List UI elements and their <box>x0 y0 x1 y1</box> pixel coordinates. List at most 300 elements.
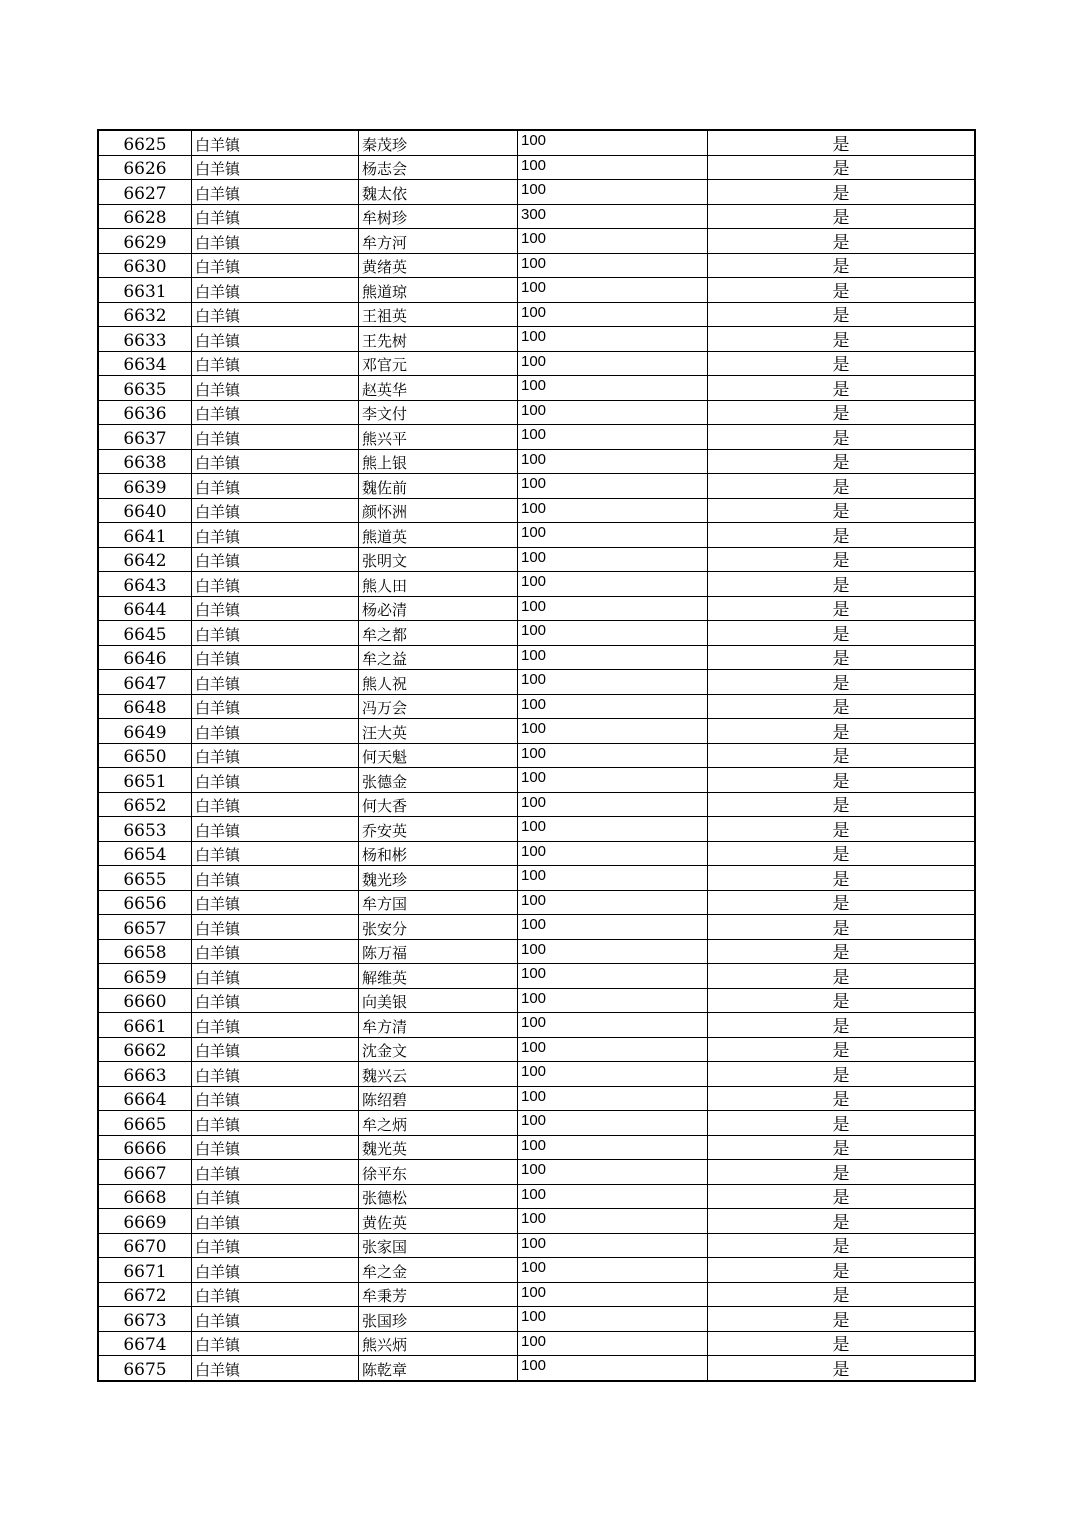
row-number-cell: 6648 <box>98 694 192 719</box>
table-row <box>98 327 975 352</box>
row-number-cell: 6661 <box>98 1013 192 1038</box>
town-cell: 白羊镇 <box>192 155 359 180</box>
amount-cell: 100 <box>518 1258 708 1283</box>
town-cell: 白羊镇 <box>192 302 359 327</box>
table-row <box>98 1062 975 1087</box>
person-name-cell: 魏光珍 <box>359 866 518 891</box>
status-flag-cell: 是 <box>708 130 976 155</box>
person-name-cell: 张安分 <box>359 915 518 940</box>
person-name-cell: 王先树 <box>359 327 518 352</box>
table-row <box>98 1184 975 1209</box>
status-flag-cell: 是 <box>708 474 976 499</box>
amount-cell: 100 <box>518 1062 708 1087</box>
town-cell: 白羊镇 <box>192 1282 359 1307</box>
amount-cell: 100 <box>518 621 708 646</box>
amount-cell: 100 <box>518 155 708 180</box>
row-number-cell: 6674 <box>98 1331 192 1356</box>
row-number-cell: 6665 <box>98 1111 192 1136</box>
status-flag-cell: 是 <box>708 547 976 572</box>
town-cell: 白羊镇 <box>192 1086 359 1111</box>
table-row <box>98 498 975 523</box>
status-flag-cell: 是 <box>708 939 976 964</box>
row-number-cell: 6653 <box>98 817 192 842</box>
amount-cell: 100 <box>518 474 708 499</box>
table-row <box>98 988 975 1013</box>
amount-cell: 100 <box>518 694 708 719</box>
person-name-cell: 魏太依 <box>359 180 518 205</box>
person-name-cell: 冯万会 <box>359 694 518 719</box>
table-row <box>98 1013 975 1038</box>
person-name-cell: 赵英华 <box>359 376 518 401</box>
amount-cell: 100 <box>518 768 708 793</box>
town-cell: 白羊镇 <box>192 1209 359 1234</box>
status-flag-cell: 是 <box>708 253 976 278</box>
row-number-cell: 6644 <box>98 596 192 621</box>
table-row <box>98 449 975 474</box>
town-cell: 白羊镇 <box>192 474 359 499</box>
person-name-cell: 沈金文 <box>359 1037 518 1062</box>
amount-cell: 100 <box>518 498 708 523</box>
table-row <box>98 229 975 254</box>
person-name-cell: 张德松 <box>359 1184 518 1209</box>
amount-cell: 100 <box>518 866 708 891</box>
person-name-cell: 牟秉芳 <box>359 1282 518 1307</box>
town-cell: 白羊镇 <box>192 572 359 597</box>
amount-cell: 100 <box>518 841 708 866</box>
status-flag-cell: 是 <box>708 572 976 597</box>
amount-cell: 100 <box>518 939 708 964</box>
person-name-cell: 杨和彬 <box>359 841 518 866</box>
amount-cell: 100 <box>518 253 708 278</box>
row-number-cell: 6655 <box>98 866 192 891</box>
person-name-cell: 杨志会 <box>359 155 518 180</box>
row-number-cell: 6671 <box>98 1258 192 1283</box>
amount-cell: 100 <box>518 1086 708 1111</box>
status-flag-cell: 是 <box>708 1184 976 1209</box>
person-name-cell: 张明文 <box>359 547 518 572</box>
town-cell: 白羊镇 <box>192 327 359 352</box>
table-row <box>98 1037 975 1062</box>
town-cell: 白羊镇 <box>192 1233 359 1258</box>
table-row <box>98 890 975 915</box>
table-row <box>98 596 975 621</box>
data-table <box>97 129 976 1382</box>
table-row <box>98 866 975 891</box>
status-flag-cell: 是 <box>708 768 976 793</box>
status-flag-cell: 是 <box>708 523 976 548</box>
amount-cell: 100 <box>518 425 708 450</box>
amount-cell: 100 <box>518 988 708 1013</box>
town-cell: 白羊镇 <box>192 425 359 450</box>
person-name-cell: 牟方国 <box>359 890 518 915</box>
status-flag-cell: 是 <box>708 498 976 523</box>
status-flag-cell: 是 <box>708 890 976 915</box>
town-cell: 白羊镇 <box>192 1111 359 1136</box>
status-flag-cell: 是 <box>708 1233 976 1258</box>
person-name-cell: 魏佐前 <box>359 474 518 499</box>
row-number-cell: 6651 <box>98 768 192 793</box>
person-name-cell: 王祖英 <box>359 302 518 327</box>
town-cell: 白羊镇 <box>192 204 359 229</box>
table-row <box>98 1258 975 1283</box>
status-flag-cell: 是 <box>708 180 976 205</box>
status-flag-cell: 是 <box>708 841 976 866</box>
table-row <box>98 1233 975 1258</box>
row-number-cell: 6641 <box>98 523 192 548</box>
amount-cell: 100 <box>518 1037 708 1062</box>
table-row <box>98 743 975 768</box>
amount-cell: 100 <box>518 817 708 842</box>
amount-cell: 100 <box>518 1135 708 1160</box>
person-name-cell: 熊道琼 <box>359 278 518 303</box>
table-row <box>98 253 975 278</box>
table-row <box>98 670 975 695</box>
status-flag-cell: 是 <box>708 229 976 254</box>
row-number-cell: 6634 <box>98 351 192 376</box>
person-name-cell: 张国珍 <box>359 1307 518 1332</box>
amount-cell: 100 <box>518 400 708 425</box>
row-number-cell: 6650 <box>98 743 192 768</box>
amount-cell: 100 <box>518 1331 708 1356</box>
amount-cell: 100 <box>518 278 708 303</box>
person-name-cell: 李文付 <box>359 400 518 425</box>
status-flag-cell: 是 <box>708 302 976 327</box>
row-number-cell: 6631 <box>98 278 192 303</box>
status-flag-cell: 是 <box>708 351 976 376</box>
table-row <box>98 130 975 155</box>
row-number-cell: 6627 <box>98 180 192 205</box>
row-number-cell: 6675 <box>98 1356 192 1381</box>
table-row <box>98 694 975 719</box>
row-number-cell: 6659 <box>98 964 192 989</box>
person-name-cell: 牟方清 <box>359 1013 518 1038</box>
amount-cell: 100 <box>518 964 708 989</box>
row-number-cell: 6652 <box>98 792 192 817</box>
row-number-cell: 6639 <box>98 474 192 499</box>
table-row <box>98 302 975 327</box>
row-number-cell: 6638 <box>98 449 192 474</box>
amount-cell: 100 <box>518 449 708 474</box>
person-name-cell: 解维英 <box>359 964 518 989</box>
amount-cell: 100 <box>518 523 708 548</box>
town-cell: 白羊镇 <box>192 988 359 1013</box>
person-name-cell: 牟之都 <box>359 621 518 646</box>
person-name-cell: 张家国 <box>359 1233 518 1258</box>
town-cell: 白羊镇 <box>192 1160 359 1185</box>
person-name-cell: 熊上银 <box>359 449 518 474</box>
table-body <box>98 130 975 1381</box>
status-flag-cell: 是 <box>708 1282 976 1307</box>
status-flag-cell: 是 <box>708 694 976 719</box>
amount-cell: 100 <box>518 1282 708 1307</box>
amount-cell: 100 <box>518 1160 708 1185</box>
status-flag-cell: 是 <box>708 743 976 768</box>
town-cell: 白羊镇 <box>192 596 359 621</box>
amount-cell: 100 <box>518 670 708 695</box>
row-number-cell: 6670 <box>98 1233 192 1258</box>
status-flag-cell: 是 <box>708 278 976 303</box>
table-row <box>98 1209 975 1234</box>
row-number-cell: 6632 <box>98 302 192 327</box>
amount-cell: 100 <box>518 229 708 254</box>
table-row <box>98 1331 975 1356</box>
person-name-cell: 黄佐英 <box>359 1209 518 1234</box>
table-row <box>98 425 975 450</box>
town-cell: 白羊镇 <box>192 1037 359 1062</box>
town-cell: 白羊镇 <box>192 351 359 376</box>
person-name-cell: 徐平东 <box>359 1160 518 1185</box>
table-row <box>98 180 975 205</box>
person-name-cell: 杨必清 <box>359 596 518 621</box>
table-row <box>98 376 975 401</box>
town-cell: 白羊镇 <box>192 449 359 474</box>
status-flag-cell: 是 <box>708 425 976 450</box>
row-number-cell: 6649 <box>98 719 192 744</box>
status-flag-cell: 是 <box>708 596 976 621</box>
status-flag-cell: 是 <box>708 1135 976 1160</box>
status-flag-cell: 是 <box>708 1258 976 1283</box>
town-cell: 白羊镇 <box>192 743 359 768</box>
town-cell: 白羊镇 <box>192 1013 359 1038</box>
amount-cell: 100 <box>518 890 708 915</box>
status-flag-cell: 是 <box>708 449 976 474</box>
status-flag-cell: 是 <box>708 988 976 1013</box>
amount-cell: 100 <box>518 1184 708 1209</box>
town-cell: 白羊镇 <box>192 523 359 548</box>
table-row <box>98 351 975 376</box>
table-row <box>98 719 975 744</box>
person-name-cell: 熊人田 <box>359 572 518 597</box>
row-number-cell: 6660 <box>98 988 192 1013</box>
person-name-cell: 熊人祝 <box>359 670 518 695</box>
status-flag-cell: 是 <box>708 719 976 744</box>
status-flag-cell: 是 <box>708 1209 976 1234</box>
table-row <box>98 817 975 842</box>
row-number-cell: 6664 <box>98 1086 192 1111</box>
table-row <box>98 547 975 572</box>
town-cell: 白羊镇 <box>192 915 359 940</box>
person-name-cell: 陈绍碧 <box>359 1086 518 1111</box>
status-flag-cell: 是 <box>708 376 976 401</box>
row-number-cell: 6625 <box>98 130 192 155</box>
row-number-cell: 6667 <box>98 1160 192 1185</box>
row-number-cell: 6666 <box>98 1135 192 1160</box>
row-number-cell: 6643 <box>98 572 192 597</box>
person-name-cell: 秦茂珍 <box>359 130 518 155</box>
table-row <box>98 572 975 597</box>
row-number-cell: 6628 <box>98 204 192 229</box>
town-cell: 白羊镇 <box>192 890 359 915</box>
town-cell: 白羊镇 <box>192 645 359 670</box>
amount-cell: 100 <box>518 1013 708 1038</box>
row-number-cell: 6640 <box>98 498 192 523</box>
table-row <box>98 204 975 229</box>
status-flag-cell: 是 <box>708 645 976 670</box>
person-name-cell: 陈乾章 <box>359 1356 518 1381</box>
town-cell: 白羊镇 <box>192 400 359 425</box>
person-name-cell: 颜怀洲 <box>359 498 518 523</box>
status-flag-cell: 是 <box>708 155 976 180</box>
town-cell: 白羊镇 <box>192 1307 359 1332</box>
person-name-cell: 牟之炳 <box>359 1111 518 1136</box>
table-row <box>98 400 975 425</box>
table-row <box>98 1135 975 1160</box>
person-name-cell: 魏光英 <box>359 1135 518 1160</box>
town-cell: 白羊镇 <box>192 253 359 278</box>
row-number-cell: 6633 <box>98 327 192 352</box>
town-cell: 白羊镇 <box>192 621 359 646</box>
amount-cell: 100 <box>518 1111 708 1136</box>
town-cell: 白羊镇 <box>192 792 359 817</box>
amount-cell: 100 <box>518 327 708 352</box>
person-name-cell: 汪大英 <box>359 719 518 744</box>
status-flag-cell: 是 <box>708 817 976 842</box>
table-row <box>98 155 975 180</box>
town-cell: 白羊镇 <box>192 229 359 254</box>
row-number-cell: 6669 <box>98 1209 192 1234</box>
table-row <box>98 915 975 940</box>
row-number-cell: 6647 <box>98 670 192 695</box>
person-name-cell: 牟之益 <box>359 645 518 670</box>
town-cell: 白羊镇 <box>192 1184 359 1209</box>
status-flag-cell: 是 <box>708 866 976 891</box>
row-number-cell: 6635 <box>98 376 192 401</box>
person-name-cell: 牟方河 <box>359 229 518 254</box>
town-cell: 白羊镇 <box>192 376 359 401</box>
town-cell: 白羊镇 <box>192 547 359 572</box>
status-flag-cell: 是 <box>708 1356 976 1381</box>
table-row <box>98 964 975 989</box>
amount-cell: 100 <box>518 302 708 327</box>
row-number-cell: 6673 <box>98 1307 192 1332</box>
person-name-cell: 何天魁 <box>359 743 518 768</box>
amount-cell: 100 <box>518 596 708 621</box>
row-number-cell: 6656 <box>98 890 192 915</box>
person-name-cell: 熊兴平 <box>359 425 518 450</box>
person-name-cell: 向美银 <box>359 988 518 1013</box>
table-row <box>98 474 975 499</box>
town-cell: 白羊镇 <box>192 817 359 842</box>
person-name-cell: 牟之金 <box>359 1258 518 1283</box>
town-cell: 白羊镇 <box>192 1356 359 1381</box>
town-cell: 白羊镇 <box>192 498 359 523</box>
status-flag-cell: 是 <box>708 1013 976 1038</box>
status-flag-cell: 是 <box>708 670 976 695</box>
table-row <box>98 1086 975 1111</box>
row-number-cell: 6668 <box>98 1184 192 1209</box>
town-cell: 白羊镇 <box>192 939 359 964</box>
table-row <box>98 1111 975 1136</box>
town-cell: 白羊镇 <box>192 768 359 793</box>
table-row <box>98 1282 975 1307</box>
amount-cell: 100 <box>518 915 708 940</box>
row-number-cell: 6626 <box>98 155 192 180</box>
amount-cell: 100 <box>518 719 708 744</box>
table-row <box>98 841 975 866</box>
person-name-cell: 邓官元 <box>359 351 518 376</box>
town-cell: 白羊镇 <box>192 1135 359 1160</box>
amount-cell: 100 <box>518 1356 708 1381</box>
status-flag-cell: 是 <box>708 1062 976 1087</box>
town-cell: 白羊镇 <box>192 1062 359 1087</box>
town-cell: 白羊镇 <box>192 841 359 866</box>
person-name-cell: 张德金 <box>359 768 518 793</box>
amount-cell: 100 <box>518 1307 708 1332</box>
table-row <box>98 1356 975 1381</box>
status-flag-cell: 是 <box>708 1086 976 1111</box>
row-number-cell: 6663 <box>98 1062 192 1087</box>
status-flag-cell: 是 <box>708 915 976 940</box>
status-flag-cell: 是 <box>708 621 976 646</box>
table-row <box>98 792 975 817</box>
town-cell: 白羊镇 <box>192 694 359 719</box>
amount-cell: 300 <box>518 204 708 229</box>
table-row <box>98 278 975 303</box>
table-row <box>98 523 975 548</box>
amount-cell: 100 <box>518 130 708 155</box>
amount-cell: 100 <box>518 792 708 817</box>
amount-cell: 100 <box>518 572 708 597</box>
row-number-cell: 6646 <box>98 645 192 670</box>
row-number-cell: 6629 <box>98 229 192 254</box>
town-cell: 白羊镇 <box>192 964 359 989</box>
amount-cell: 100 <box>518 645 708 670</box>
table-row <box>98 1160 975 1185</box>
town-cell: 白羊镇 <box>192 1331 359 1356</box>
table-row <box>98 621 975 646</box>
amount-cell: 100 <box>518 547 708 572</box>
person-name-cell: 乔安英 <box>359 817 518 842</box>
town-cell: 白羊镇 <box>192 670 359 695</box>
status-flag-cell: 是 <box>708 1111 976 1136</box>
table-row <box>98 768 975 793</box>
person-name-cell: 何大香 <box>359 792 518 817</box>
person-name-cell: 魏兴云 <box>359 1062 518 1087</box>
amount-cell: 100 <box>518 1209 708 1234</box>
status-flag-cell: 是 <box>708 400 976 425</box>
town-cell: 白羊镇 <box>192 719 359 744</box>
row-number-cell: 6636 <box>98 400 192 425</box>
row-number-cell: 6642 <box>98 547 192 572</box>
status-flag-cell: 是 <box>708 964 976 989</box>
status-flag-cell: 是 <box>708 1160 976 1185</box>
row-number-cell: 6662 <box>98 1037 192 1062</box>
person-name-cell: 牟树珍 <box>359 204 518 229</box>
amount-cell: 100 <box>518 376 708 401</box>
status-flag-cell: 是 <box>708 204 976 229</box>
table-row <box>98 645 975 670</box>
person-name-cell: 熊道英 <box>359 523 518 548</box>
row-number-cell: 6672 <box>98 1282 192 1307</box>
person-name-cell: 黄绪英 <box>359 253 518 278</box>
amount-cell: 100 <box>518 351 708 376</box>
table-row <box>98 1307 975 1332</box>
row-number-cell: 6645 <box>98 621 192 646</box>
row-number-cell: 6654 <box>98 841 192 866</box>
amount-cell: 100 <box>518 743 708 768</box>
table-row <box>98 939 975 964</box>
status-flag-cell: 是 <box>708 792 976 817</box>
amount-cell: 100 <box>518 1233 708 1258</box>
status-flag-cell: 是 <box>708 1307 976 1332</box>
row-number-cell: 6657 <box>98 915 192 940</box>
town-cell: 白羊镇 <box>192 130 359 155</box>
status-flag-cell: 是 <box>708 1331 976 1356</box>
town-cell: 白羊镇 <box>192 278 359 303</box>
amount-cell: 100 <box>518 180 708 205</box>
status-flag-cell: 是 <box>708 327 976 352</box>
row-number-cell: 6630 <box>98 253 192 278</box>
